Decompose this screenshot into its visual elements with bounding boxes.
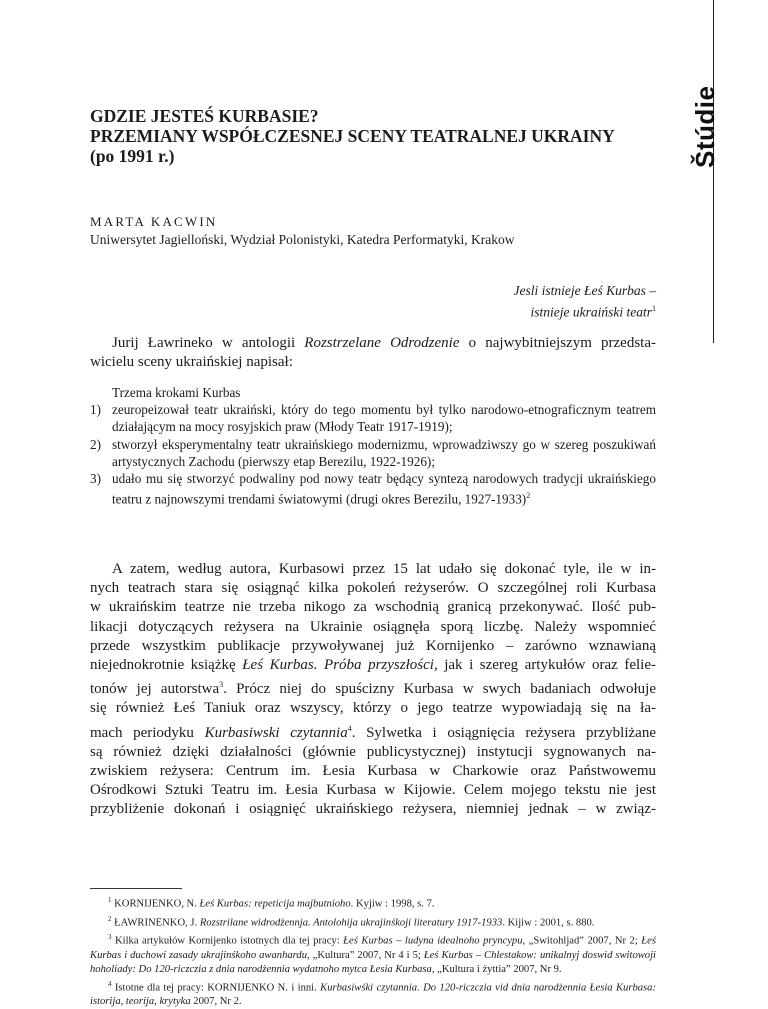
footnote-rule xyxy=(90,888,182,889)
section-label: Štúdie xyxy=(690,85,720,168)
footnote: $^2$ ŁAWRINENKO, J. Rozstrilane widrodżennja. Antolohija ukrajinśkoji literatury 1917-1933. Kijiw : 2001, s. 880. xyxy=(108,914,595,929)
footnote-ref: 3 xyxy=(219,680,224,690)
article-title xyxy=(90,106,680,166)
title-line: GDZIE JESTEŚ KURBASIE? xyxy=(90,106,319,126)
footnote: $^1$ KORNIJENKO, N. Łeś Kurbas: repeticija majbutnioho. Kyjiw : 1998, s. 7. xyxy=(108,896,435,910)
intro-paragraph: Jurij Ławrineko w antologii Rozstrzelane Odrodzenie o najwybitniejszym przedsta- wicielu sceny ukraińskiej napisał: xyxy=(90,335,656,371)
quote-item: 3) udało mu się stworzyć podwaliny pod nowy teatr będący syntezą narodowych tradycji ukraińskiego teatru z najnowszymi trendami światowymi (drugi okres Berezilu, 1927-1933)$^2$ xyxy=(90,471,656,507)
footnote-ref: 2 xyxy=(526,491,531,501)
footnote: $^4$ Istotne dla tej pracy: KORNIJENKO N. i inni. Kurbasiwśki czytannia. Do 120-riczczia vid dnia narodżennia Łesia Kurbasa: istorija, teorija, krytyka 2007, Nr 2. xyxy=(90,979,656,1008)
title-line: PRZEMIANY WSPÓŁCZESNEJ SCENY TEATRALNEJ UKRAINY xyxy=(90,126,615,146)
footnote-ref: 1 xyxy=(652,304,656,313)
side-rule xyxy=(713,0,714,343)
epigraph-line: istnieje ukraiński teatr$^1$ xyxy=(530,304,656,320)
author-affiliation: Uniwersytet Jagielloński, Wydział Polonistyki, Katedra Performatyki, Krakow xyxy=(90,232,515,247)
footnote: $^3$ Kilka artykułów Kornijenko istotnych dla tej pracy: Łeś Kurbas – ludyna idealnoho pryncypu, „Switohljad” 2007, Nr 2; Łeś Kurbas i duchowi zasady ukrajinśkoho awanhardu, „Kultura” 2007, Nr 4 i 5; Łeś Kurbas – Chlestakow: unikalnyj doswid switowoji hoholiady: Do 120-riczczia z dnia narodżennia wydatnoho mytca Łesia Kurbasa, „Kultura i żyttia” 2007, Nr 9. xyxy=(90,933,656,975)
quote-intro: Trzema krokami Kurbas xyxy=(112,385,241,400)
footnote-ref: 4 xyxy=(347,723,352,733)
epigraph-line: Jesli istnieje Łeś Kurbas – xyxy=(513,283,656,298)
epigraph xyxy=(514,282,657,322)
footnotes xyxy=(90,893,656,1009)
quote-item: 1) zeuropeizował teatr ukraiński, który do tego momentu był tylko narodowo-etnograficznym teatrem działającym na mocy rosyjskich praw (Młody Teatr 1917-1919); xyxy=(90,402,656,435)
block-quote xyxy=(90,384,656,508)
body-paragraph: A zatem, według autora, Kurbasowi przez 15 lat udało się dokonać tyle, ile w in- nych teatrach stara się osiągnąć kilka pokoleń reżyserów. O szczególnej roli Kurbasa w ukraińskim teatrze nie trzeba nikogo za wschodnią granicą przekonywać. Ilość pub- likacji dotyczących reżysera na Ukrainie osiągnęła sporą liczbę. Należy wspomnieć przede wszystkim publikacje przywoływanej już Kornijenko – zarówno wznawianą niejednokrotnie książkę Łeś Kurbas. Próba przyszłości, jak i szereg artykułów oraz felie- tonów jej autorstwa$^3$. Prócz niej do spuścizny Kurbasa w swych badaniach odwołuje się również Łeś Taniuk oraz wszyscy, którzy o jego teatrze wypowiadają się na ła- mach periodyku Kurbasiwski czytannia$^4$. Sylwetka i osiągnięcia reżysera przybliżane są również dzięki działalności (głównie publicystycznej) instytucji sygnowanych na- zwiskiem reżysera: Centrum im. Łesia Kurbasa w Charkowie oraz Państwowemu Ośrodkowi Sztuki Teatru im. Łesia Kurbasa w Kijowie. Celem mojego tekstu nie jest przybliżenie dokonań i osiągnięć ukraińskiego reżysera, niemniej jednak – w związ- xyxy=(90,561,656,818)
author-name: MARTA KACWIN xyxy=(90,214,218,229)
quote-item: 2) stworzył eksperymentalny teatr ukraińskiego modernizmu, wprowadziwszy go w szereg poszukiwań artystycznych Zachodu (pierwszy etap Berezilu, 1922-1926); xyxy=(90,436,656,469)
title-line: (po 1991 r.) xyxy=(90,146,175,166)
